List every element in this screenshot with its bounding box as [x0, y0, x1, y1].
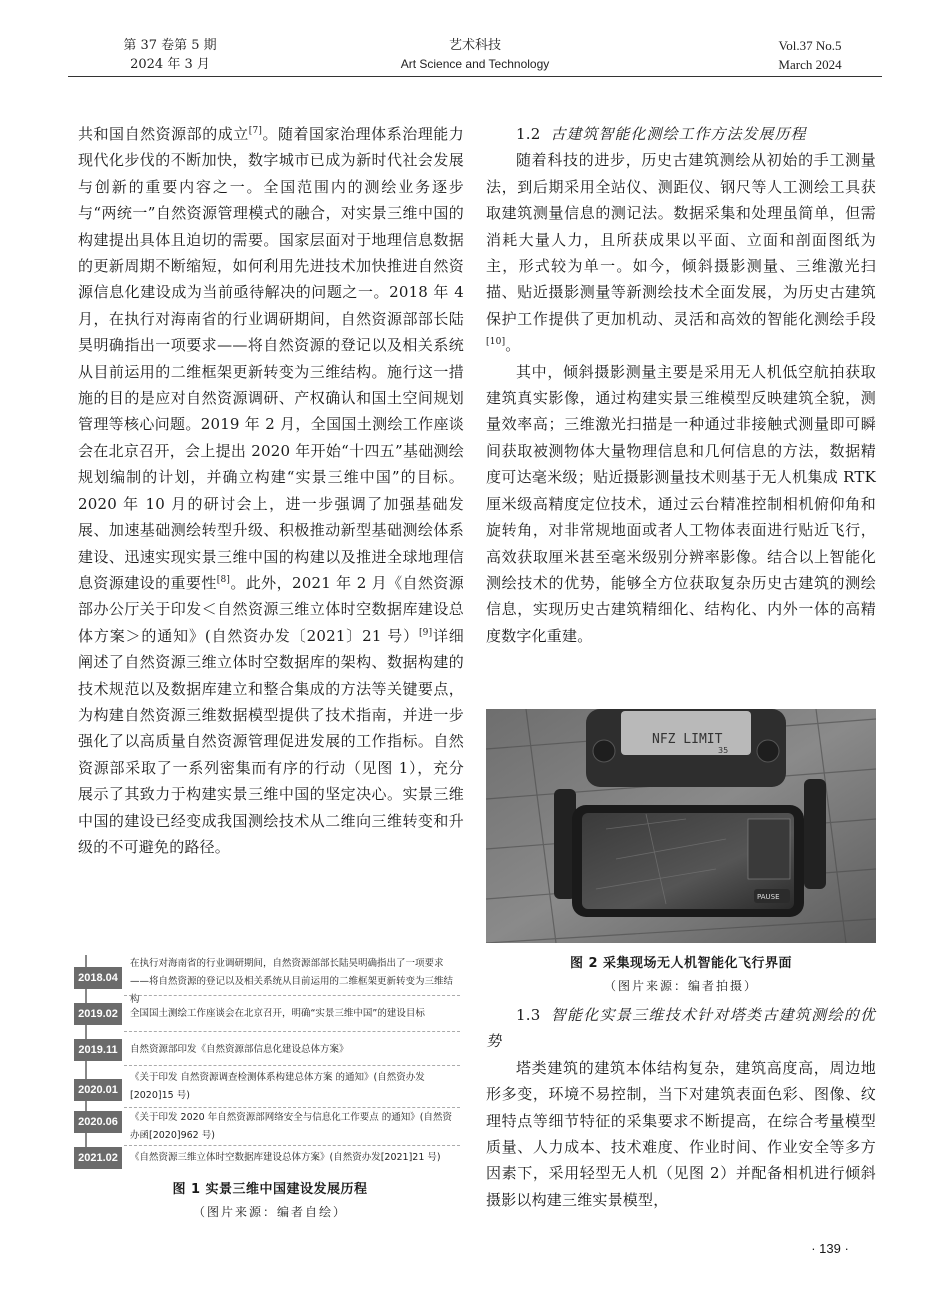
section-number: 1.2 [516, 125, 541, 143]
timeline-text: 在执行对海南省的行业调研期间，自然资源部部长陆昊明确指出了一项要求——将自然资源的登记以及相关系统从目前运用的二维框架更新转变为三维结构 [130, 958, 454, 1005]
right-column [486, 121, 876, 649]
header-rule [68, 76, 882, 77]
timeline-text: 《关于印发 自然资源调查检测体系构建总体方案 的通知》(自然资办发[2020]15 号) [130, 1072, 425, 1101]
flight-panel [748, 819, 790, 879]
text-run: 详细阐述了自然资源三维立体时空数据库的架构、数据构建的技术规范以及数据库建立和整合集成的方法等关键要点，为构建自然资源三维数据模型提供了技术指南，并进一步强化了以高质量自然资源管理促进发展的工作指标。自然资源部采取了一系列密集而有序的行动（见图 1），充分展示了其致力于构建实景三维中国的坚定决心。实景三维中国的建设已经变成我国测绘技术从二维向三维转变和升级的不可避免的路径。 [78, 626, 465, 856]
timeline-text: 《关于印发 2020 年自然资源部网络安全与信息化工作要点 的通知》(自然资办函[2020]962 号) [130, 1112, 452, 1141]
journal-volume [100, 36, 240, 74]
timeline-date: 2021.02 [74, 1147, 122, 1169]
section-number: 1.3 [516, 1006, 541, 1024]
citation-10: [10] [486, 337, 506, 348]
journal-volume-en [740, 36, 880, 74]
text-run: 。随着国家治理体系治理能力现代化步伐的不断加快，数字城市已成为新时代社会发展与创新的重要内容之一。全国范围内的测绘业务逐步与“两统一”自然资源管理模式的融合，对实景三维中国的构建提出具体且迫切的需要。国家层面对于地理信息数据的更新周期不断缩短，如何利用先进技术加快推进自然资源信息化建设成为当前亟待解决的问题之一。2018 年 4 月，在执行对海南省的行业调研期间，自然资源部部长陆昊明确指出一项要求——将自然资源的登记以及相关系统从目前运用的二维框架更新转变为三维结构。施行这一措施的目的是应对自然资源调研、产权确认和国土空间规划管理等核心问题。2019 年 2 月，全国国土测绘工作座谈会在北京召开，会上提出 2020 年开始“十四五”基础测绘规划编制的计划，并确立构建“实景三维中国”的目标。2020 年 10 月的研讨会上，进一步强调了加强基础发展、加速基础测绘转型升级、积极推动新型基础测绘体系建设、迅速实现实景三维中国的构建以及推进全球地理信息资源建设的重要性 [78, 125, 464, 592]
volume-issue: 第 37 卷第 5 期 [123, 38, 217, 53]
drone-controller-photo [486, 709, 876, 943]
journal-title-en: Art Science and Technology [400, 57, 550, 71]
section-heading-1-2 [486, 121, 876, 147]
timeline-divider [124, 995, 460, 996]
timeline-divider [124, 1145, 460, 1146]
text-run: 随着科技的进步，历史古建筑测绘从初始的手工测量法，到后期采用全站仪、测距仪、钢尺等人工测绘工具获取建筑测量信息的测记法。数据采集和处理虽简单，但需消耗大量人力，且所获成果以平面、立面和剖面图纸为主，形式较为单一。如今，倾斜摄影测量、三维激光扫描、贴近摄影测量等新测绘技术全面发展，为历史古建筑保护工作提供了更加机动、灵活和高效的智能化测绘手段 [486, 151, 876, 328]
figure-1-title: 图 1 实景三维中国建设发展历程 [172, 1182, 368, 1197]
lcd-warning: NFZ LIMIT [652, 732, 723, 747]
left-column [78, 121, 464, 860]
timeline-date: 2018.04 [74, 967, 122, 989]
figure-1-timeline [74, 955, 466, 1167]
section-heading-1-3 [486, 1002, 876, 1055]
timeline-date: 2020.06 [74, 1111, 122, 1133]
section-title: 智能化实景三维技术针对塔类古建筑测绘的优势 [486, 1006, 876, 1051]
pause-label: PAUSE [757, 893, 780, 901]
text-run: 共和国自然资源部的成立 [78, 125, 249, 143]
timeline-text: 全国国土测绘工作座谈会在北京召开，明确“实景三维中国”的建设目标 [130, 1008, 425, 1019]
issue-date: 2024 年 3 月 [130, 57, 210, 72]
paragraph-methods: 其中，倾斜摄影测量主要是采用无人机低空航拍获取建筑真实影像，通过构建实景三维模型反映建筑全貌，测量效率高；三维激光扫描是一种通过非接触式测量即可瞬间获取被测物体大量物理信息和几何信息的方法，数据精度可达毫米级；贴近摄影测量技术则基于无人机集成 RTK 厘米级高精度定位技术，通过云台精准控制相机俯仰角和旋转角，对非常规地面或者人工物体表面进行贴近飞行，高效获取厘米甚至毫米级别分辨率影像。结合以上智能化测绘技术的优势，能够全方位获取复杂历史古建筑的测绘信息，实现历史古建筑精细化、结构化、内外一体的高精度数字化重建。 [486, 362, 876, 645]
timeline-text: 自然资源部印发《自然资源部信息化建设总体方案》 [130, 1044, 349, 1055]
journal-title [340, 36, 610, 74]
lcd-value: 35 [718, 746, 729, 755]
timeline-divider [124, 1107, 460, 1108]
left-stick-icon [593, 740, 615, 762]
citation-8: [8] [216, 574, 231, 585]
text-run: 。 [505, 336, 521, 355]
volume-issue-en: Vol.37 No.5 [778, 38, 842, 53]
timeline-date: 2020.01 [74, 1079, 122, 1101]
timeline-date: 2019.11 [74, 1039, 122, 1061]
timeline-text: 《自然资源三维立体时空数据库建设总体方案》(自然资办发[2021]21 号) [130, 1152, 441, 1163]
figure-2-title: 图 2 采集现场无人机智能化飞行界面 [569, 956, 793, 971]
paragraph-tower-advantages: 塔类建筑的建筑本体结构复杂，建筑高度高，周边地形多变，环境不易控制，当下对建筑表面色彩、图像、纹理特点等细节特征的采集要求不断提高，在综合考量模型质量、人力成本、技术难度、作业时间、作业安全等多方因素下，采用轻型无人机（见图 2）并配备相机进行倾斜摄影以构建三维实景模型， [486, 1058, 876, 1209]
figure-1-source: （图片来源：编者自绘） [192, 1205, 347, 1219]
citation-9: [9] [418, 627, 433, 638]
page-number: · 139 · [811, 1241, 849, 1256]
right-stick-icon [757, 740, 779, 762]
timeline-divider [124, 1065, 460, 1066]
right-column-lower [486, 1002, 876, 1213]
figure-2-photo [486, 709, 876, 943]
text-run: 。此外，2021 年 2 月《自然资源部办公厅关于印发＜自然资源三维立体时空数据库建设总体方案＞的通知》(自然资办发〔2021〕21 号） [78, 573, 464, 645]
paragraph-history [486, 147, 876, 358]
timeline-date: 2019.02 [74, 1003, 122, 1025]
section-title: 古建筑智能化测绘工作方法发展历程 [550, 125, 807, 143]
citation-7: [7] [248, 126, 263, 136]
figure-2-source: （图片来源：编者拍摄） [603, 979, 758, 993]
page-header [0, 0, 950, 78]
figure-1-caption [74, 1178, 466, 1220]
journal-title-cn: 艺术科技 [448, 38, 501, 53]
timeline-divider [124, 1031, 460, 1032]
paragraph-intro [78, 121, 464, 860]
figure-2-caption [486, 952, 876, 994]
right-grip [804, 779, 826, 889]
issue-date-en: March 2024 [778, 57, 842, 72]
